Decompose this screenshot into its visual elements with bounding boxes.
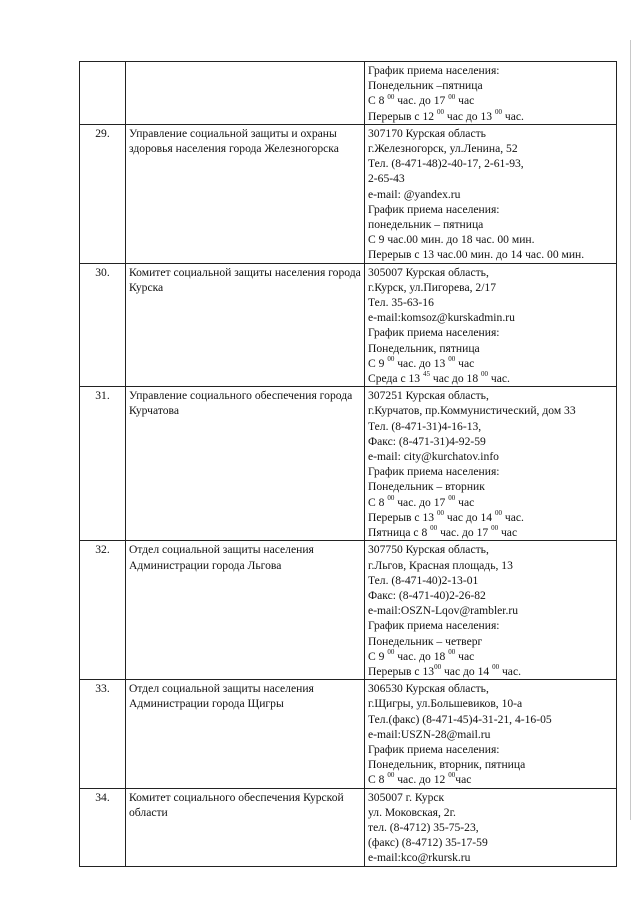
contact-line: График приема населения: (368, 202, 500, 216)
contact-line: г.Курск, ул.Пигорева, 2/17 (368, 280, 497, 294)
contact-details (365, 541, 617, 680)
table-row (80, 680, 617, 788)
contact-details (365, 62, 617, 125)
contact-line: Перерыв с 13 $^{00}$ час до 14 $^{00}$ час. (368, 509, 524, 524)
contact-line: 305007 г. Курск (368, 790, 445, 804)
contact-line: Понедельник, вторник, пятница (368, 758, 526, 772)
institution-name: Комитет социальной защиты населения города Курска (126, 263, 365, 387)
contact-line: С 9 час.00 мин. до 18 час. 00 мин. (368, 233, 535, 247)
institutions-table (79, 61, 617, 867)
contact-details (365, 263, 617, 387)
contact-line: Среда с 13 $^{45}$ час до 18 $^{00}$ час. (368, 370, 510, 386)
contact-line: Перерыв с 13 час.00 мин. до 14 час. 00 мин. (368, 248, 585, 262)
contact-line: С 9 $^{00}$ час. до 13 $^{00}$ час (368, 355, 475, 370)
contact-line: График приема населения: (368, 465, 500, 479)
table-body (80, 62, 617, 867)
institution-name: Отдел социальной защиты населения Администрации города Щигры (126, 680, 365, 788)
contact-line: Пятница с 8 $^{00}$ час. до 17 $^{00}$ час (368, 524, 518, 540)
contact-line: г.Льгов, Красная площадь, 13 (368, 558, 513, 572)
table-row (80, 62, 617, 125)
table-row (80, 788, 617, 866)
contact-line: 307251 Курская область, (368, 389, 489, 403)
contact-line: Факс: (8-471-40)2-26-82 (368, 588, 486, 602)
contact-line: Факс: (8-471-31)4-92-59 (368, 434, 486, 448)
contact-details (365, 680, 617, 788)
table-row (80, 124, 617, 263)
contact-line: г.Курчатов, пр.Коммунистический, дом 33 (368, 404, 576, 418)
contact-line: Перерыв с 12 $^{00}$ час до 13 $^{00}$ час. (368, 107, 524, 123)
row-number: 29. (80, 124, 126, 263)
contact-line: ул. Моковская, 2г. (368, 805, 456, 819)
contact-line: Тел. (8-471-31)4-16-13, (368, 419, 482, 433)
contact-line: г.Щигры, ул.Большевиков, 10-а (368, 697, 523, 711)
contact-line: График приема населения: (368, 742, 500, 756)
contact-line: 305007 Курская область, (368, 265, 489, 279)
contact-line: Тел. 35-63-16 (368, 296, 434, 310)
contact-line: График приема населения: (368, 326, 500, 340)
contact-line: 307750 Курская область, (368, 543, 489, 557)
contact-line: График приема населения: (368, 64, 500, 77)
contact-line: С 9 $^{00}$ час. до 18 $^{00}$ час (368, 647, 475, 663)
contact-details (365, 124, 617, 263)
contact-line: Понедельник – вторник (368, 480, 485, 494)
row-number (80, 62, 126, 125)
contact-line: e-mail: @yandex.ru (368, 187, 461, 201)
contact-line: Понедельник – четверг (368, 634, 483, 648)
contact-line: С 8 $^{00}$ час. до 17 $^{00}$ час (368, 92, 475, 108)
contact-line: Понедельник, пятница (368, 341, 480, 355)
contact-line: Перерыв с $13^{00}$ час до 14 $^{00}$ час. (368, 663, 521, 678)
contact-line: e-mail: city@kurchatov.info (368, 450, 499, 464)
contact-line: Тел. (8-471-40)2-13-01 (368, 573, 479, 587)
contact-line: г.Железногорск, ул.Ленина, 52 (368, 142, 518, 156)
row-number: 31. (80, 387, 126, 541)
contact-line: С 8 $^{00}$ час. до 17 $^{00}$ час (368, 493, 475, 509)
contact-line: e-mail:komsoz@kurskadmin.ru (368, 311, 515, 325)
institution-name: Комитет социального обеспечения Курской области (126, 788, 365, 866)
contact-line: Тел.(факс) (8-471-45)4-31-21, 4-16-05 (368, 712, 552, 726)
contact-line: e-mail:USZN-28@mail.ru (368, 727, 491, 741)
contact-line: График приема населения: (368, 619, 500, 633)
contact-line: С 8 $^{00}$ час. до 12 $^{00}$час (368, 771, 472, 787)
table-row (80, 263, 617, 387)
scan-edge-line (630, 40, 631, 820)
contact-details (365, 387, 617, 541)
contact-line: тел. (8-4712) 35-75-23, (368, 820, 479, 834)
row-number: 32. (80, 541, 126, 680)
contact-line: (факс) (8-4712) 35-17-59 (368, 836, 488, 850)
contact-line: e-mail:kco@rkursk.ru (368, 851, 471, 865)
contact-details (365, 788, 617, 866)
institution-name: Управление социального обеспечения города Курчатова (126, 387, 365, 541)
table-row (80, 541, 617, 680)
institution-name (126, 62, 365, 125)
contact-line: 306530 Курская область, (368, 682, 489, 696)
institution-name: Управление социальной защиты и охраны здоровья населения города Железногорска (126, 124, 365, 263)
row-number: 33. (80, 680, 126, 788)
contact-line: 307170 Курская область (368, 126, 486, 140)
row-number: 30. (80, 263, 126, 387)
contact-line: Понедельник –пятница (368, 79, 483, 93)
contact-line: 2-65-43 (368, 172, 405, 186)
table-row (80, 387, 617, 541)
row-number: 34. (80, 788, 126, 866)
contact-line: e-mail:OSZN-Lqov@rambler.ru (368, 604, 519, 618)
institution-name: Отдел социальной защиты населения Администрации города Льгова (126, 541, 365, 680)
contact-line: понедельник – пятница (368, 218, 484, 232)
contact-line: Тел. (8-471-48)2-40-17, 2-61-93, (368, 157, 524, 171)
